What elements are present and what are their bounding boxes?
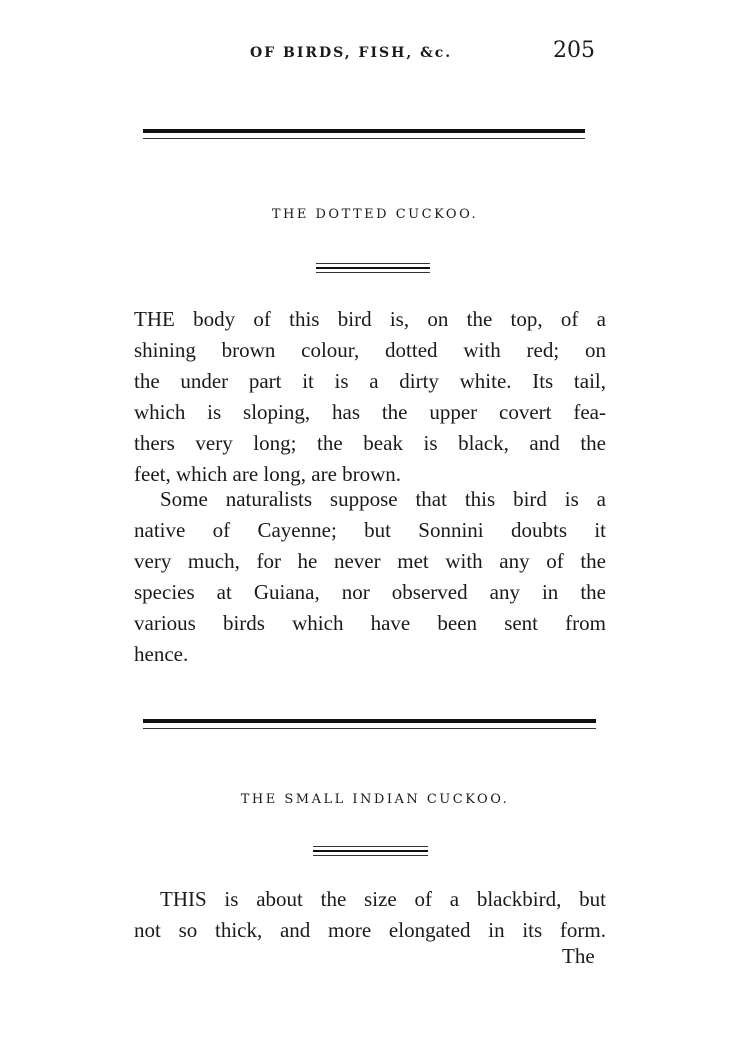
page-number: 205 — [553, 38, 595, 63]
title-rule-1c — [316, 272, 430, 273]
title-rule-2a — [313, 846, 428, 847]
paragraph-dotted-cuckoo-origin — [134, 484, 606, 670]
text-line: the under part it is a dirty white. Its tail, — [134, 369, 606, 393]
section-title-dotted-cuckoo: THE DOTTED CUCKOO. — [271, 207, 479, 222]
text-line: hence. — [134, 642, 189, 666]
text-line: feet, which are long, are brown. — [134, 462, 402, 486]
paragraph-small-indian-cuckoo — [134, 884, 606, 946]
header-rule-thick — [143, 129, 585, 133]
text-line: very much, for he never met with any of the — [134, 549, 606, 573]
text-line: species at Guiana, nor observed any in the — [134, 580, 606, 604]
header-rule-thin — [143, 138, 585, 139]
title-rule-1a — [316, 263, 430, 264]
title-rule-2b — [313, 850, 428, 852]
text-line: various birds which have been sent from — [134, 611, 606, 635]
title-rule-2c — [313, 855, 428, 856]
text-line: not so thick, and more elongated in its form. — [134, 918, 606, 942]
text-line: THIS is about the size of a blackbird, but — [160, 887, 606, 911]
section-title-small-indian-cuckoo: THE SMALL INDIAN CUCKOO. — [240, 792, 510, 807]
paragraph-dotted-cuckoo-description — [134, 304, 606, 490]
running-head: OF BIRDS, FISH, &c. — [250, 45, 453, 61]
text-line: shining brown colour, dotted with red; on — [134, 338, 606, 362]
section-divider-thick — [143, 719, 596, 723]
text-line: Some naturalists suppose that this bird is a — [160, 487, 606, 511]
catchword: The — [562, 944, 595, 968]
text-line: THE body of this bird is, on the top, of a — [134, 307, 606, 331]
text-line: thers very long; the beak is black, and the — [134, 431, 606, 455]
section-divider-thin — [143, 728, 596, 729]
text-line: native of Cayenne; but Sonnini doubts it — [134, 518, 606, 542]
title-rule-1b — [316, 267, 430, 269]
text-line: which is sloping, has the upper covert fea- — [134, 400, 606, 424]
